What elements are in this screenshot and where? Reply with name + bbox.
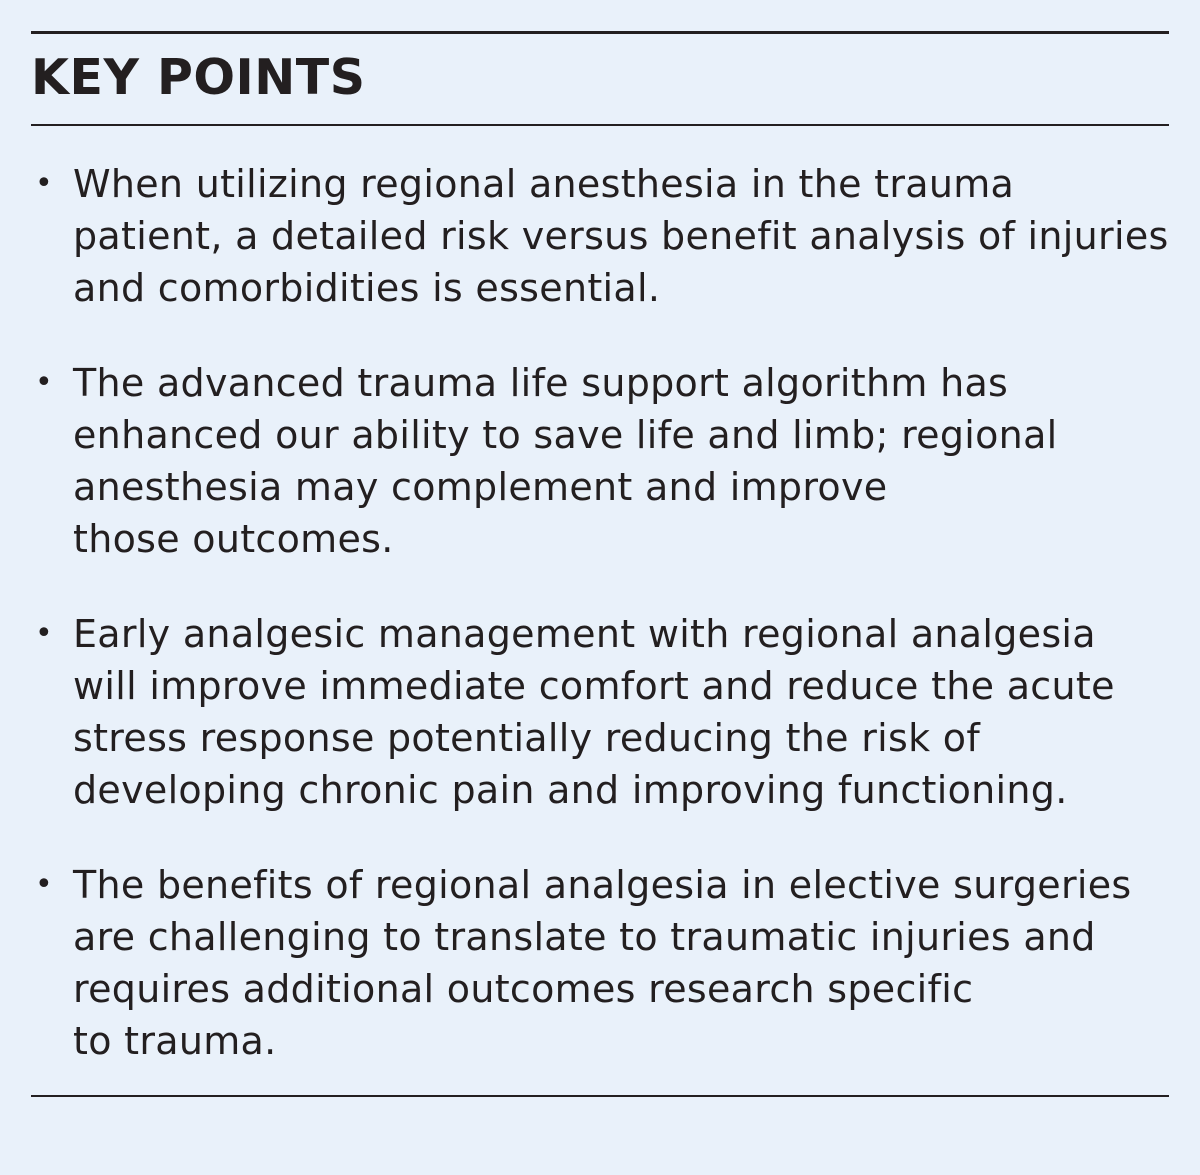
key-point-1 — [31, 158, 1169, 314]
bullet-icon: • — [35, 365, 53, 400]
point-line: patient, a detailed risk versus benefit analysis of injuries — [73, 214, 1169, 258]
title-rule — [31, 124, 1169, 126]
key-point-3 — [31, 608, 1169, 816]
key-point-2 — [31, 357, 1169, 565]
point-line: When utilizing regional anesthesia in the trauma — [73, 162, 1015, 206]
point-line: requires additional outcomes research specific — [73, 967, 974, 1011]
point-line: The advanced trauma life support algorithm has — [73, 361, 1009, 405]
key-point-4 — [31, 859, 1169, 1067]
section-title: KEY POINTS — [31, 49, 366, 106]
point-line: Early analgesic management with regional analgesia — [73, 612, 1096, 656]
point-line: enhanced our ability to save life and limb; regional — [73, 413, 1058, 457]
point-line: and comorbidities is essential. — [73, 266, 661, 310]
key-points-box — [31, 31, 1169, 1078]
bullet-icon: • — [35, 867, 53, 902]
point-line: to trauma. — [73, 1019, 277, 1063]
bullet-icon: • — [35, 166, 53, 201]
point-line: anesthesia may complement and improve — [73, 465, 888, 509]
point-line: The benefits of regional analgesia in elective surgeries — [73, 863, 1132, 907]
bottom-rule — [31, 1095, 1169, 1097]
point-line: will improve immediate comfort and reduce the acute — [73, 664, 1115, 708]
point-line: those outcomes. — [73, 517, 394, 561]
point-line: are challenging to translate to traumatic injuries and — [73, 915, 1096, 959]
point-line: stress response potentially reducing the risk of — [73, 716, 981, 760]
bullet-icon: • — [35, 616, 53, 651]
point-line: developing chronic pain and improving functioning. — [73, 768, 1068, 812]
key-points-list — [31, 158, 1169, 1067]
